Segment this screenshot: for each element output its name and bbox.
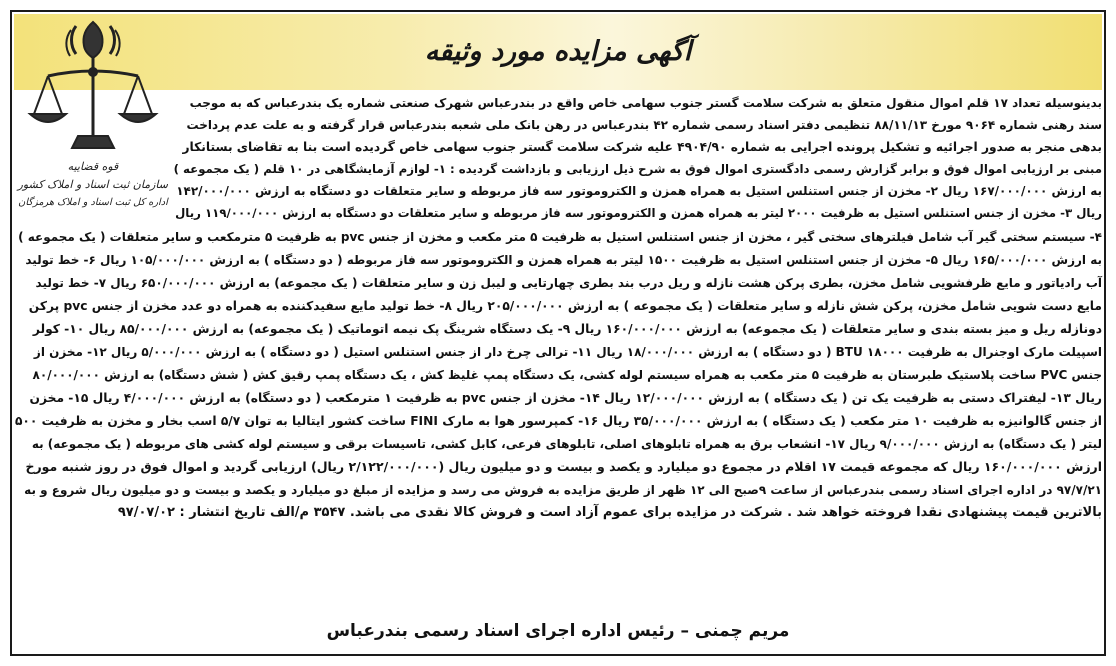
notice-line: بالاترین قیمت پیشنهادی نقدا فروخته خواهد شد . شرکت در مزایده برای عموم آزاد است و فروش کالا نقدی می باشد. ۳۵۴۷ م/الف تاریخ انتشار : ۹۷/۰۷/۰۲: [117, 505, 1102, 520]
notice-line: ۹۷/۷/۲۱ در اداره اجرای اسناد رسمی بندرعباس از ساعت ۹صبح الی ۱۲ ظهر از طریق مزایده به فروش می رسد و مزایده از مبلغ دو میلیارد و یکصد و بیست و دو میلیون ریال شروع و به: [24, 483, 1102, 497]
title-banner: [14, 14, 1102, 90]
notice-line: سند رهنی شماره ۹۰۶۴ مورخ ۸۸/۱۱/۱۳ تنظیمی دفتر اسناد رسمی شماره ۴۲ بندرعباس در رهن بانک ملی شعبه بندرعباس قرار گرفته و به علت عدم پرداخت: [186, 118, 1102, 132]
emblem-org-judiciary: قوه قضاییه: [67, 160, 119, 173]
notice-line: بدهی منجر به صدور اجرائیه و تشکیل پرونده اجرایی به شماره ۴۹۰۴/۹۰ علیه شرکت سلامت گستر جنوب سهامی خاص گردیده است بنا به تقاضای بستانکار: [182, 140, 1102, 154]
notice-line: ریال ۳- مخزن از جنس استنلس استیل به ظرفیت ۲۰۰۰ لیتر به همراه همزن و الکتروموتور سه فاز مربوطه و سایر متعلقات دو دستگاه به ارزش ۱۱۹/۰۰۰/۰۰۰ ریال: [175, 206, 1102, 220]
notice-line: آب رادیاتور و مایع ظرفشویی شامل مخزن، بطری پرکن هشت نازله و ریل درب بند بطری چهارتایی و لیبل زن و سایر متعلقات ( یک مجموعه) به ارزش ۶۵۰/۰۰۰/۰۰۰ ریال ۷- خط تولید: [35, 276, 1102, 290]
notice-line: دونازله ریل و میز بسته بندی و سایر متعلقات ( یک مجموعه) به ارزش ۱۶۰/۰۰۰/۰۰۰ ریال ۹- یک دستگاه شرینگ پک نیمه اتوماتیک ( یک مجموعه) به ارزش ۸۵/۰۰۰/۰۰۰ ریال ۱۰- کولر: [32, 322, 1102, 336]
notice-signature: مریم چمنی – رئیس اداره اجرای اسناد رسمی بندرعباس: [326, 621, 790, 641]
notice-line: لیتر ( یک دستگاه) به ارزش ۹/۰۰۰/۰۰۰ ریال ۱۷- انشعاب برق به همراه تابلوهای اصلی، تابلوهای فرعی، کابل کشی، تاسیسات برقی و سیستم لوله کشی های مربوطه ( یک مجموعه) به: [31, 437, 1102, 451]
notice-line: به ارزش ۱۶۷/۰۰۰/۰۰۰ ریال ۲- مخزن از جنس استنلس استیل به همراه همزن و الکتروموتور سه فاز مربوطه و سایر متعلقات دو دستگاه به ارزش ۱۴۲/۰۰۰/۰۰۰: [176, 184, 1102, 198]
notice-line: اسپیلت مارک اوجنرال به ظرفیت ۱۸۰۰۰ BTU ( دو دستگاه ) به ارزش ۱۸/۰۰۰/۰۰۰ ریال ۱۱- ترالی چرخ دار از جنس استنلس استیل ( دو دستگاه ) به ارزش ۵/۰۰۰/۰۰۰ ریال ۱۲- مخزن از: [33, 345, 1102, 359]
notice-title: آگهی مزایده مورد وثیقه: [424, 36, 692, 67]
notice-line: به ارزش ۱۶۵/۰۰۰/۰۰۰ ریال ۵- مخزن از جنس استنلس استیل به ظرفیت ۱۵۰۰ لیتر به همراه همزن و الکتروموتور سه فاز مربوطه ( دو دستگاه ) به ارزش ۱۰۵/۰۰۰/۰۰۰ ریال ۶- خط تولید: [25, 253, 1102, 267]
notice-line: مبنی بر ارزیابی اموال فوق و برابر گزارش رسمی دادگستری اموال فوق به شرح ذیل ارزیابی و بازداشت گردیده : ۱- لوازم آزمایشگاهی در ۱۰ قلم ( یک مجموعه ): [173, 162, 1102, 176]
notice-line: بدینوسیله تعداد ۱۷ قلم اموال منقول متعلق به شرکت سلامت گستر جنوب سهامی خاص واقع در بندرعباس شهرک صنعتی شماره یک بندرعباس که به موجب: [189, 96, 1102, 110]
notice-line: جنس PVC ساخت پلاستیک طبرستان به ظرفیت ۵ متر مکعب به همراه سیستم لوله کشی، یک دستگاه پمپ غلیظ کش ، یک دستگاه پمپ رقیق کش ( شش دستگاه) به ارزش ۸۰/۰۰۰/۰۰۰: [32, 368, 1102, 382]
notice-line: ارزش ۱۶۰/۰۰۰/۰۰۰ ریال که مجموعه قیمت ۱۷ اقلام در مجموع دو میلیارد و یکصد و بیست و دو میلیون ریال (۲/۱۲۲/۰۰۰/۰۰۰ ریال) ارزیابی گردید و اموال فوق در روز شنبه مورخ: [25, 459, 1102, 474]
notice-line: ۴- سیستم سختی گیر آب شامل فیلترهای سختی گیر ، مخزن از جنس استنلس استیل به ظرفیت ۵ متر مکعب و مخزن از جنس pvc به ظرفیت ۵ مترمکعب و سایر متعلقات ( یک مجموعه ): [18, 230, 1102, 244]
notice-body: [14, 92, 1102, 600]
emblem-org-registration: سازمان ثبت اسناد و املاک کشور: [17, 178, 168, 191]
notice-line: از جنس گالوانیزه به ظرفیت ۱۰ متر مکعب ( یک دستگاه ) به ارزش ۳۵/۰۰۰/۰۰۰ ریال ۱۶- کمپرسور هوا به مارک FINI ساخت کشور ایتالیا به توان ۵/۷ اسب بخار و مخزن به ظرفیت ۵۰۰: [14, 414, 1102, 428]
emblem-org-hormozgan: اداره کل ثبت اسناد و املاک هرمزگان: [18, 197, 168, 208]
notice-line: ریال ۱۳- لیفتراک دستی به ظرفیت یک تن ( یک دستگاه ) به ارزش ۱۲/۰۰۰/۰۰۰ ریال ۱۴- مخزن از جنس pvc به ظرفیت ۱ مترمکعب ( دو دستگاه) به ارزش ۴/۰۰۰/۰۰۰ ریال ۱۵- مخزن: [29, 391, 1102, 405]
notice-line: مایع دست شویی شامل مخزن، پرکن شش نازله و سایر متعلقات ( یک مجموعه ) به ارزش ۲۰۵/۰۰۰/۰۰۰ ریال ۸- خط تولید مایع سفیدکننده به همراه دو عدد مخزن از جنس pvc پرکن: [28, 299, 1102, 313]
